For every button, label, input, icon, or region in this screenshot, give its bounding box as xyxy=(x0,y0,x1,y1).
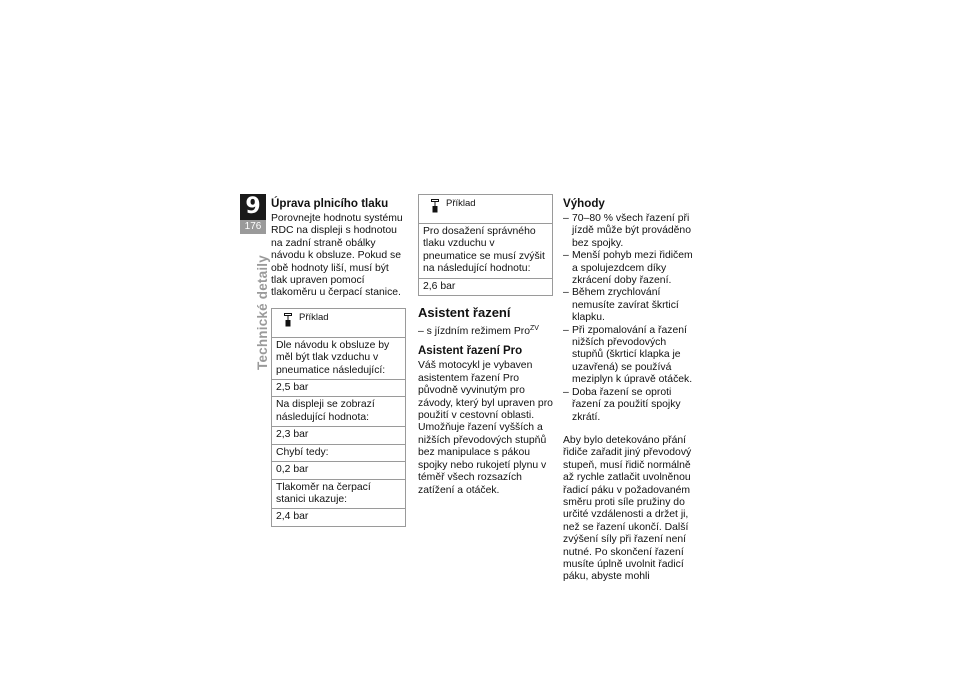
shift-assistant-body: Váš motocykl je vybaven asistentem řazení Pro původně vyvinutým pro závody, který byl upraven pro použití v cestovní oblasti. Umožňuje řazení vyšších a nižších převodových stupňů bez manipulace s pákou spojky nebo rukojetí plynu v téměř všech rozsazích zatížení a otáček. xyxy=(418,360,553,496)
chapter-title: Technické detaily xyxy=(255,255,270,370)
chapter-number: 9 xyxy=(240,194,266,220)
pressure-intro: Porovnejte hodnotu systému RDC na displeji s hodnotou na zadní straně obálky návodu k obsluze. Pokud se obě hodnoty liší, musí být tlak upraven pomocí tlakoměru u čerpací stanice. xyxy=(271,213,403,299)
example-row: 2,4 bar xyxy=(276,511,309,523)
example-row: 2,6 bar xyxy=(423,280,456,292)
column-1 xyxy=(271,197,406,527)
example-title: Příklad xyxy=(446,198,476,209)
example-header xyxy=(272,309,405,338)
option-marker: ZV xyxy=(530,325,539,333)
example-row: 2,3 bar xyxy=(272,427,405,444)
example-box-2 xyxy=(418,194,553,296)
chapter-tab xyxy=(240,194,266,234)
example-box-1 xyxy=(271,308,406,527)
pump-icon xyxy=(431,199,439,213)
list-item: – Během zrychlování nemusíte zavírat škrticí klapku. xyxy=(563,287,698,324)
list-item: – Při zpomalování a řazení nižších převodových stupňů (škrticí klapka je uzavřená) se používá meziplyn k úpravě otáček. xyxy=(563,325,698,387)
shift-assistant-note: – s jízdním režimem Pro$^{ZV}$ xyxy=(418,325,539,338)
section-heading-pressure: Úprava plnicího tlaku xyxy=(271,197,389,210)
pump-icon xyxy=(284,313,292,327)
section-heading-shift-assistant: Asistent řazení xyxy=(418,305,511,321)
column-2 xyxy=(418,197,553,497)
advantages-list xyxy=(563,213,698,424)
example-title: Příklad xyxy=(299,311,329,323)
list-item: – 70–80 % všech řazení při jízdě může být prováděno bez spojky. xyxy=(563,213,698,250)
example-row: 0,2 bar xyxy=(272,462,405,479)
example-row: 2,5 bar xyxy=(272,380,405,397)
example-row: Tlakoměr na čerpací stanici ukazuje: xyxy=(272,480,405,510)
example-row: Na displeji se zobrazí následující hodnota: xyxy=(272,397,405,427)
list-item: – Doba řazení se oproti řazení za použití spojky zkrátí. xyxy=(563,387,698,424)
column-3 xyxy=(563,197,698,584)
example-row: Dle návodu k obsluze by měl být tlak vzduchu v pneumatice následující: xyxy=(272,338,405,380)
example-row: Pro dosažení správného tlaku vzduchu v pneumatice se musí zvýšit na následující hodnotu: xyxy=(419,224,552,279)
example-header xyxy=(419,195,552,224)
section-heading-advantages: Výhody xyxy=(563,197,605,210)
example-row: Chybí tedy: xyxy=(272,445,405,462)
shifting-body: Aby bylo detekováno přání řidiče zařadit jiný převodový stupeň, musí řidič normálně až rychle zatlačit uvolněnou řadicí páku v požadovaném směru proti síle pružiny do určité vzdálenosti a držet ji, než se řazení ukončí. Další zvýšení síly při řazení není nutné. Po skončení řazení musíte úplně uvolnit řadicí páku, abyste mohli xyxy=(563,434,692,583)
page-number: 176 xyxy=(240,220,266,234)
subheading-shift-assistant-pro: Asistent řazení Pro xyxy=(418,345,523,358)
list-item: – Menší pohyb mezi řidičem a spolujezdcem díky zkrácení doby řazení. xyxy=(563,250,698,287)
